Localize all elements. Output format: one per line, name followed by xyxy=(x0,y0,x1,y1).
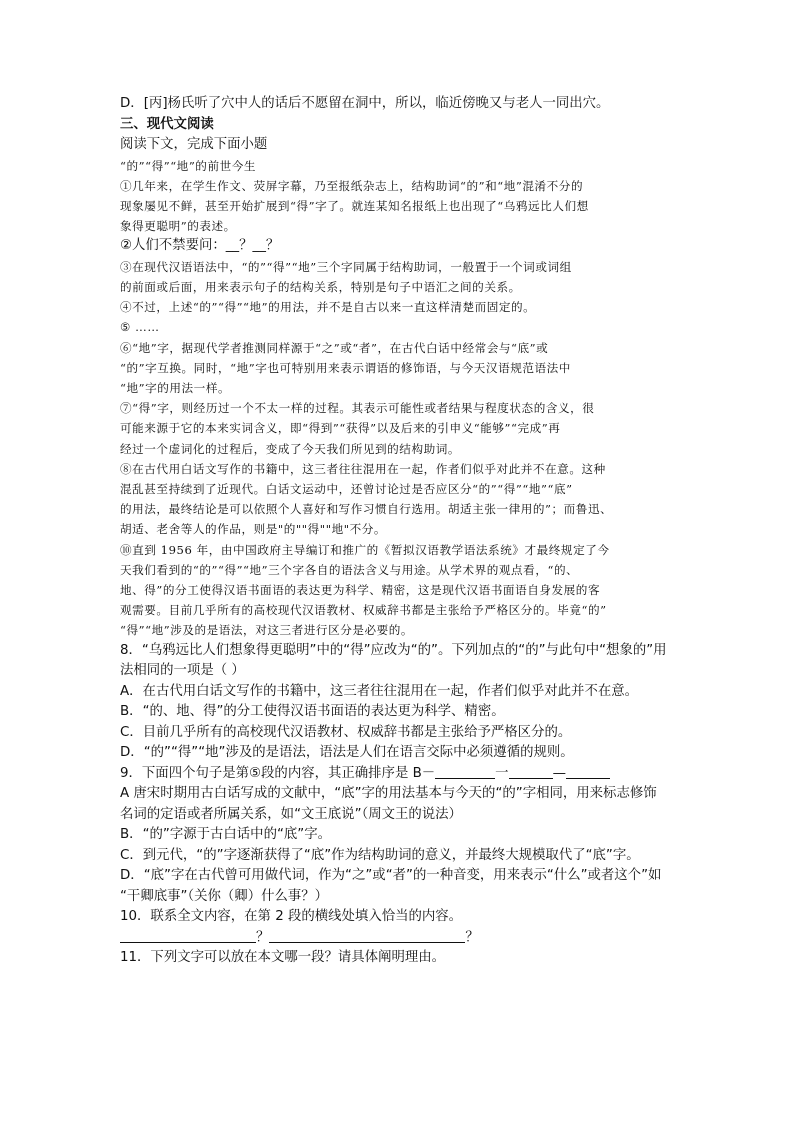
question-9-prompt: 9．下面四个句子是第⑤段的内容，其正确排序是 B－ xyxy=(120,765,436,781)
text-line: ⑦“得”字，则经历过一个不太一样的过程。其表示可能性或者结果与程度状态的含义，很 xyxy=(120,401,595,416)
text-line: 名词的定语或者所属关系，如“文王底说”（周文王的说法） xyxy=(120,806,462,822)
separator: 一 xyxy=(495,765,509,781)
text-line: “的”“得”“地”的前世今生 xyxy=(120,158,257,173)
text-line: 10．联系全文内容，在第 2 段的横线处填入恰当的内容。 xyxy=(120,909,463,925)
separator: — xyxy=(552,765,566,781)
text-block-main xyxy=(120,94,678,764)
text-line: D．“底”字在古代曾可用做代词，作为“之”或“者”的一种音变，用来表示“什么”或者这个”如 xyxy=(120,868,662,884)
answer-blank-q10-1[interactable] xyxy=(120,930,256,943)
text-line: 象得更聪明”的表述。 xyxy=(120,219,236,234)
text-line: ⑧在古代用白话文写作的书籍中，这三者往往混用在一起，作者们似乎对此并不在意。这种 xyxy=(120,461,606,476)
text-line: 法相同的一项是（ ） xyxy=(120,663,245,679)
text-line: 阅读下文，完成下面小题 xyxy=(120,137,268,152)
text-line: A．在古代用白话文写作的书籍中，这三者往往混用在一起，作者们似乎对此并不在意。 xyxy=(120,683,639,699)
text-line: 现象屡见不鲜，甚至开始扩展到“得”字了。就连某知名报纸上也出现了“乌鸦远比人们想 xyxy=(120,198,589,213)
text-line: ③在现代汉语语法中，“的”“得”“地”三个字同属于结构助词，一般置于一个词或词组 xyxy=(120,259,572,274)
text-line: B．“的”字源于古白话中的“底”字。 xyxy=(120,827,332,843)
text-line: ④不过，上述“的”“得”“地”的用法，并不是自古以来一直这样清楚而固定的。 xyxy=(120,300,536,315)
document-page xyxy=(120,94,678,969)
text-line: D．“的”“得”“地”涉及的是语法，语法是人们在语言交际中必须遵循的规则。 xyxy=(120,745,574,761)
question-9-line xyxy=(120,764,678,785)
text-line: C．到元代，“的”字逐渐获得了“底”作为结构助词的意义，并最终大规模取代了“底”字。 xyxy=(120,847,640,863)
text-line: ②人们不禁要问：__？__？ xyxy=(120,238,280,254)
text-block-questions xyxy=(120,784,678,928)
text-line: C．目前几乎所有的高校现代汉语教材、权威辞书都是主张给予严格区分的。 xyxy=(120,724,572,740)
text-line: B．“的、地、得”的分工使得汉语书面语的表达更为科学、精密。 xyxy=(120,704,505,720)
text-line: “地”字的用法一样。 xyxy=(120,381,231,396)
answer-blank-q10-2[interactable] xyxy=(269,930,465,943)
text-line: 经过一个虚词化的过程后，变成了今天我们所见到的结构助词。 xyxy=(120,441,461,456)
question-mark: ？ xyxy=(256,929,270,945)
answer-blank-3[interactable] xyxy=(566,766,610,779)
text-line: 观需要。目前几乎所有的高校现代汉语教材、权威辞书都是主张给予严格区分的。毕竟“的” xyxy=(120,603,607,618)
text-line: “的”字互换。同时，“地”字也可特别用来表示谓语的修饰语，与今天汉语规范语法中 xyxy=(120,360,571,375)
question-11: 11．下列文字可以放在本文哪一段？请具体阐明理由。 xyxy=(120,950,446,966)
text-line: 地、得”的分工使得汉语书面语的表达更为科学、精密，这是现代汉语书面语自身发展的客 xyxy=(120,583,601,598)
text-line: 的前面或后面，用来表示句子的结构关系，特别是句子中语汇之间的关系。 xyxy=(120,280,521,295)
answer-blank-2[interactable] xyxy=(509,766,553,779)
text-line: 天我们看到的“的”“得”“地”三个字各自的语法含义与用途。从学术界的观点看，“的、 xyxy=(120,562,579,577)
text-line: ⑤ …… xyxy=(120,320,160,335)
question-mark: ？ xyxy=(465,929,479,945)
text-line: 8．“乌鸦远比人们想象得更聪明”中的“得”应改为“的”。下列加点的“的”与此句中“想象的”用 xyxy=(120,642,667,658)
text-line: ⑥“地”字，据现代学者推测同样源于“之”或“者”，在古代白话中经常会与“底”或 xyxy=(120,340,549,355)
answer-blank-1[interactable] xyxy=(435,766,495,779)
text-line: A 唐宋时期用古白话写成的文献中，“底”字的用法基本与今天的“的”字相同，用来标志修饰 xyxy=(120,786,657,802)
text-line: ①几年来，在学生作文、荧屏字幕，乃至报纸杂志上，结构助词“的”和“地”混淆不分的 xyxy=(120,178,584,193)
text-line: 可能来源于它的本来实词含义，即“得到”“获得”以及后来的引申义“能够”“完成”再 xyxy=(120,421,561,436)
text-line: “得”“地”涉及的是语法，对这三者进行区分是必要的。 xyxy=(120,623,414,638)
question-10-answer-line xyxy=(120,928,678,949)
text-line: 三、现代文阅读 xyxy=(120,116,214,132)
text-line: 混乱甚至持续到了近现代。白话文运动中，还曾讨论过是否应区分“的”“得”“地”“底” xyxy=(120,482,573,497)
text-line: ⑩直到 1956 年，由中国政府主导编订和推广的《暂拟汉语教学语法系统》才最终规定了今 xyxy=(120,542,610,557)
text-line: “干卿底事”（关你（卿）什么事？） xyxy=(120,888,329,904)
text-line: 胡适、老舍等人的作品，则是"的""得""地"不分。 xyxy=(120,522,387,537)
text-line: D．[丙]杨氏听了穴中人的话后不愿留在洞中，所以，临近傍晚又与老人一同出穴。 xyxy=(120,96,610,111)
text-line: 的用法，最终结论是可以依照个人喜好和写作习惯自行选用。胡适主张一律用的”；而鲁迅、 xyxy=(120,502,613,517)
